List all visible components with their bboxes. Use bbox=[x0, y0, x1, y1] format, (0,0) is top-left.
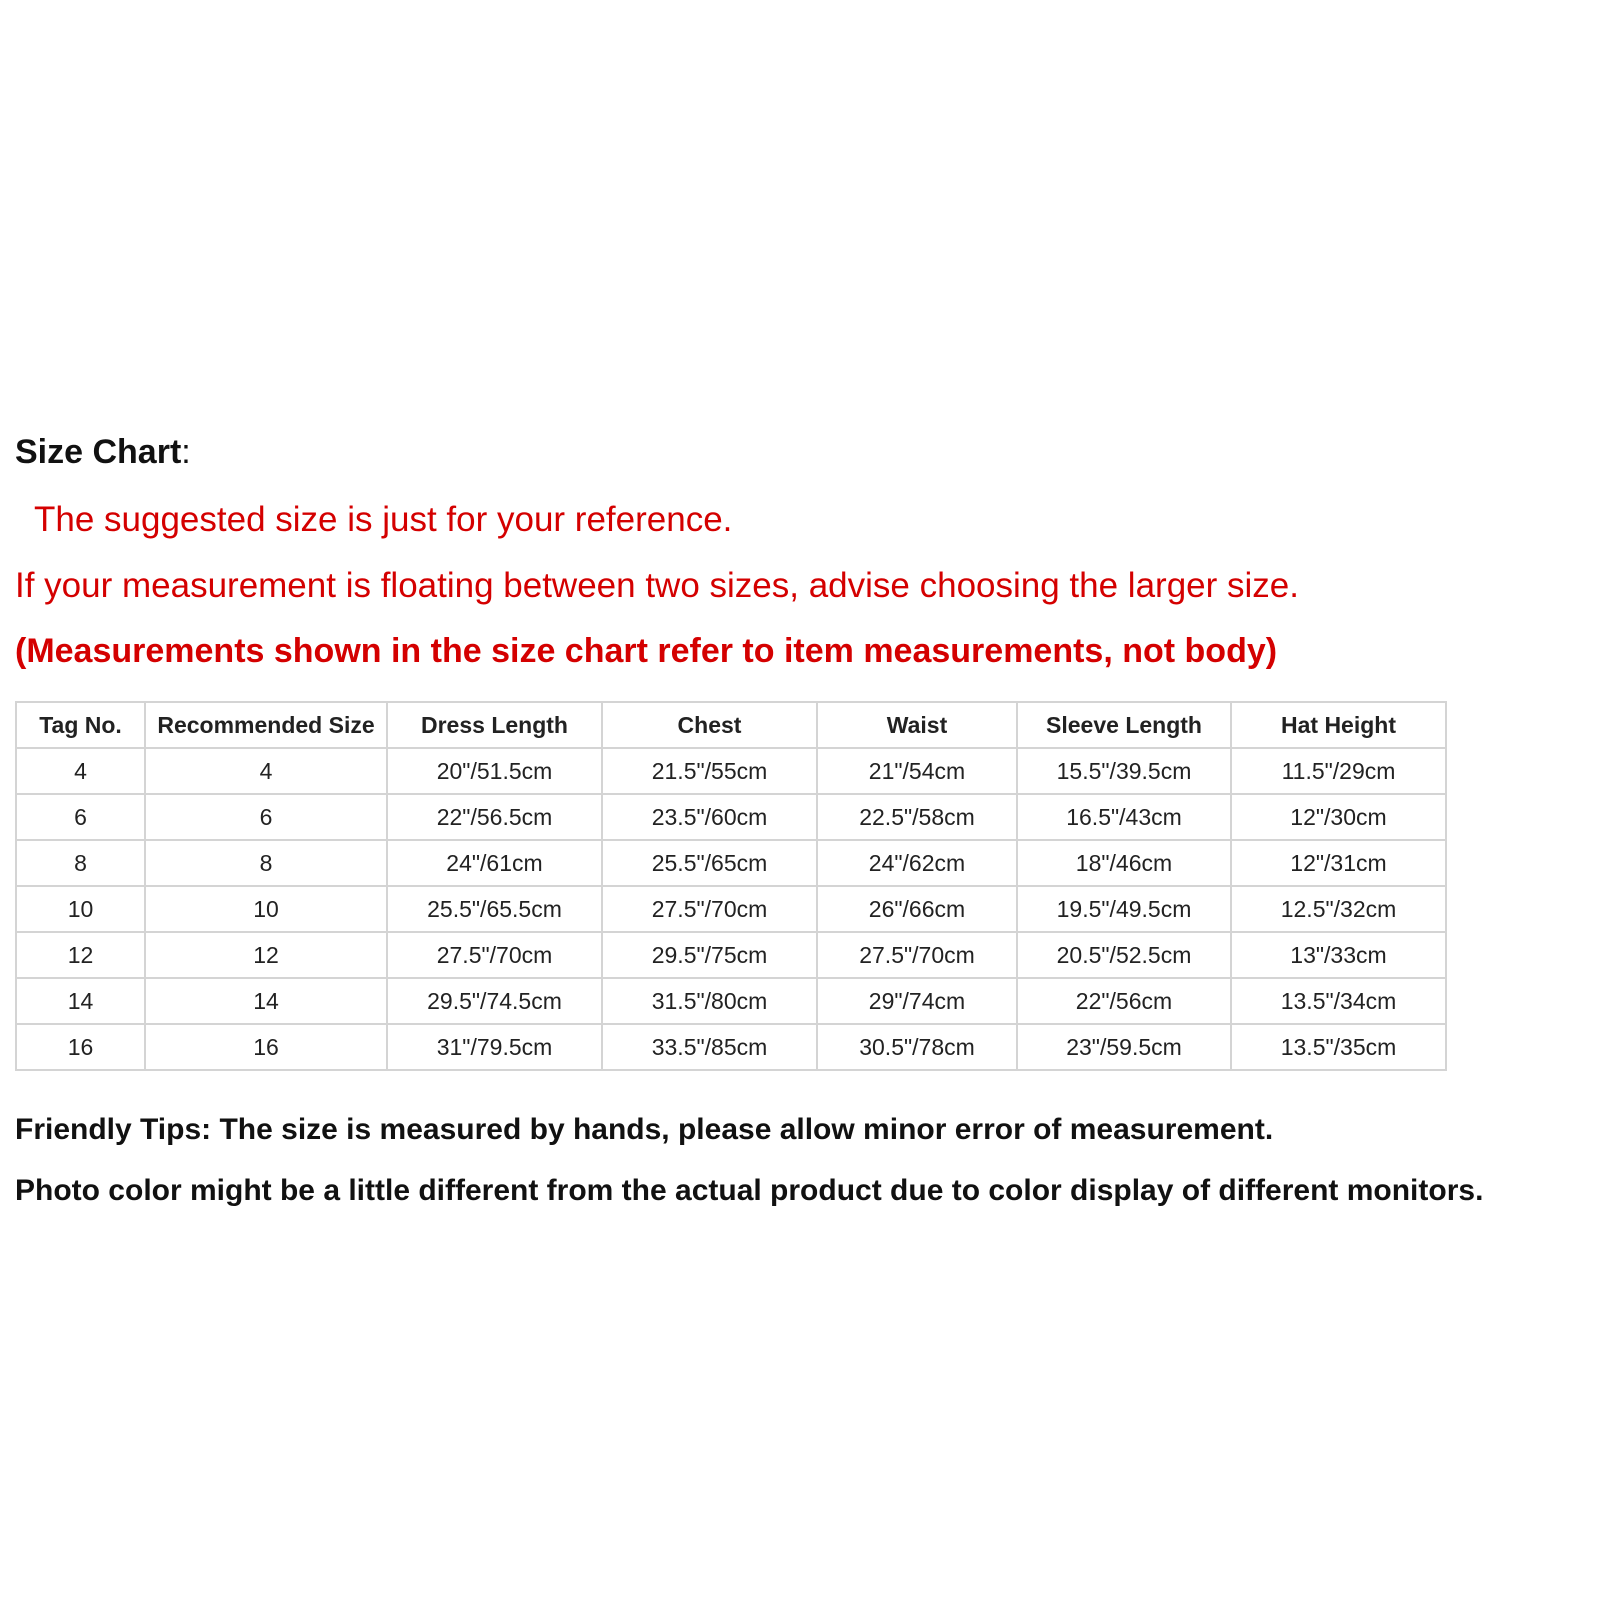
table-cell: 27.5"/70cm bbox=[602, 886, 817, 932]
table-header-row bbox=[16, 702, 1446, 748]
table-cell: 25.5"/65.5cm bbox=[387, 886, 602, 932]
header-waist: Waist bbox=[817, 702, 1017, 748]
photo-color-tip: Photo color might be a little different from the actual product due to color display of different monitors. bbox=[15, 1174, 1484, 1207]
table-cell: 24"/61cm bbox=[387, 840, 602, 886]
table-cell: 23"/59.5cm bbox=[1017, 1024, 1231, 1070]
table-cell: 13.5"/35cm bbox=[1231, 1024, 1446, 1070]
table-row bbox=[16, 1024, 1446, 1070]
table-row bbox=[16, 840, 1446, 886]
table-cell: 16 bbox=[16, 1024, 145, 1070]
table-cell: 29"/74cm bbox=[817, 978, 1017, 1024]
table-cell: 12.5"/32cm bbox=[1231, 886, 1446, 932]
table-row bbox=[16, 794, 1446, 840]
table-cell: 21"/54cm bbox=[817, 748, 1017, 794]
table-cell: 12"/31cm bbox=[1231, 840, 1446, 886]
table-cell: 29.5"/75cm bbox=[602, 932, 817, 978]
table-cell: 25.5"/65cm bbox=[602, 840, 817, 886]
table-cell: 12"/30cm bbox=[1231, 794, 1446, 840]
header-dress-length: Dress Length bbox=[387, 702, 602, 748]
table-cell: 31"/79.5cm bbox=[387, 1024, 602, 1070]
table-cell: 27.5"/70cm bbox=[387, 932, 602, 978]
table-row bbox=[16, 932, 1446, 978]
table-cell: 13.5"/34cm bbox=[1231, 978, 1446, 1024]
table-cell: 13"/33cm bbox=[1231, 932, 1446, 978]
table-cell: 6 bbox=[145, 794, 387, 840]
header-tag-no: Tag No. bbox=[16, 702, 145, 748]
table-cell: 22.5"/58cm bbox=[817, 794, 1017, 840]
table-cell: 10 bbox=[145, 886, 387, 932]
header-recommended-size: Recommended Size bbox=[145, 702, 387, 748]
table-row bbox=[16, 886, 1446, 932]
table-cell: 12 bbox=[16, 932, 145, 978]
table-cell: 33.5"/85cm bbox=[602, 1024, 817, 1070]
table-cell: 20.5"/52.5cm bbox=[1017, 932, 1231, 978]
floating-size-note: If your measurement is floating between two sizes, advise choosing the larger size. bbox=[15, 566, 1299, 605]
table-cell: 16.5"/43cm bbox=[1017, 794, 1231, 840]
table-cell: 22"/56cm bbox=[1017, 978, 1231, 1024]
reference-note: The suggested size is just for your reference. bbox=[34, 500, 733, 539]
table-cell: 24"/62cm bbox=[817, 840, 1017, 886]
header-sleeve-length: Sleeve Length bbox=[1017, 702, 1231, 748]
size-chart-title bbox=[15, 432, 191, 472]
table-cell: 22"/56.5cm bbox=[387, 794, 602, 840]
table-cell: 15.5"/39.5cm bbox=[1017, 748, 1231, 794]
table-cell: 14 bbox=[145, 978, 387, 1024]
table-cell: 27.5"/70cm bbox=[817, 932, 1017, 978]
table-cell: 31.5"/80cm bbox=[602, 978, 817, 1024]
item-measurement-note: (Measurements shown in the size chart refer to item measurements, not body) bbox=[15, 632, 1278, 670]
table-cell: 8 bbox=[16, 840, 145, 886]
table-cell: 21.5"/55cm bbox=[602, 748, 817, 794]
header-chest: Chest bbox=[602, 702, 817, 748]
table-cell: 19.5"/49.5cm bbox=[1017, 886, 1231, 932]
table-cell: 26"/66cm bbox=[817, 886, 1017, 932]
table-cell: 20"/51.5cm bbox=[387, 748, 602, 794]
friendly-tips: Friendly Tips: The size is measured by hands, please allow minor error of measurement. bbox=[15, 1113, 1274, 1146]
table-cell: 23.5"/60cm bbox=[602, 794, 817, 840]
table-cell: 4 bbox=[145, 748, 387, 794]
table-row bbox=[16, 978, 1446, 1024]
table-cell: 4 bbox=[16, 748, 145, 794]
table-cell: 8 bbox=[145, 840, 387, 886]
table-cell: 18"/46cm bbox=[1017, 840, 1231, 886]
size-table bbox=[15, 701, 1447, 1071]
table-cell: 30.5"/78cm bbox=[817, 1024, 1017, 1070]
table-cell: 11.5"/29cm bbox=[1231, 748, 1446, 794]
table-cell: 16 bbox=[145, 1024, 387, 1070]
table-row bbox=[16, 748, 1446, 794]
table-cell: 10 bbox=[16, 886, 145, 932]
table-cell: 29.5"/74.5cm bbox=[387, 978, 602, 1024]
table-cell: 14 bbox=[16, 978, 145, 1024]
title-colon: : bbox=[181, 433, 191, 471]
header-hat-height: Hat Height bbox=[1231, 702, 1446, 748]
table-cell: 12 bbox=[145, 932, 387, 978]
title-text: Size Chart bbox=[15, 433, 182, 471]
table-cell: 6 bbox=[16, 794, 145, 840]
